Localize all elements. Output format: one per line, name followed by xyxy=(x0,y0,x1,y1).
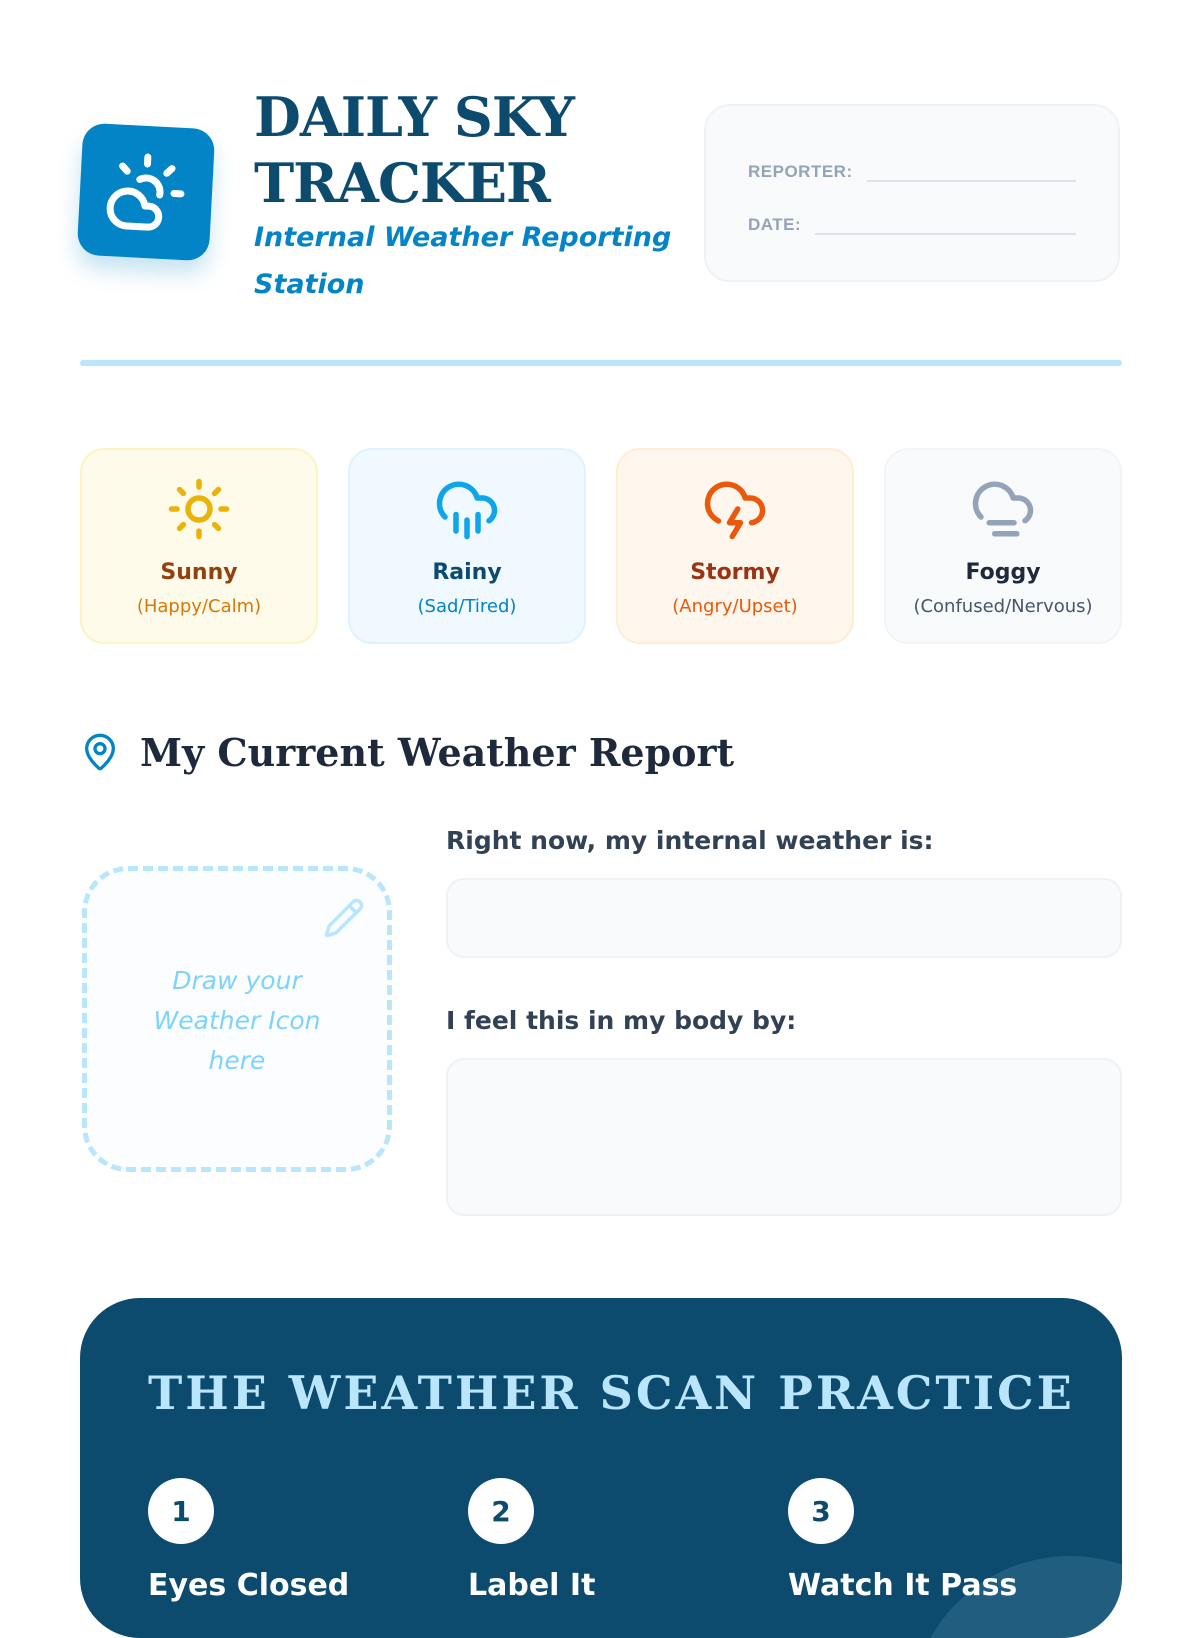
draw-weather-icon-area[interactable] xyxy=(82,866,392,1172)
report-meta-box xyxy=(704,104,1120,282)
legend-sub: (Confused/Nervous) xyxy=(913,596,1093,617)
draw-prompt: Draw your Weather Icon here xyxy=(153,966,321,1075)
legend-card-sunny xyxy=(80,448,318,644)
header-divider xyxy=(80,360,1122,366)
date-row xyxy=(748,211,1076,235)
step-label: Watch It Pass xyxy=(788,1568,1018,1603)
step-number-badge: 3 xyxy=(788,1478,854,1544)
step-number-badge: 1 xyxy=(148,1478,214,1544)
legend-sub: (Sad/Tired) xyxy=(417,596,517,617)
legend-name: Stormy xyxy=(690,560,780,585)
logo-badge xyxy=(77,123,216,262)
fog-cloud-icon xyxy=(970,476,1036,542)
section-title: My Current Weather Report xyxy=(140,730,735,775)
legend-card-stormy xyxy=(616,448,854,644)
date-field[interactable] xyxy=(815,211,1076,235)
internal-weather-field[interactable] xyxy=(446,878,1122,958)
map-pin-icon xyxy=(80,732,120,772)
weather-scan-practice-panel xyxy=(80,1298,1122,1638)
sun-cloud-icon xyxy=(102,148,190,236)
step-number-badge: 2 xyxy=(468,1478,534,1544)
legend-name: Rainy xyxy=(432,560,502,585)
legend-card-rainy xyxy=(348,448,586,644)
pencil-icon xyxy=(323,897,365,939)
legend-sub: (Happy/Calm) xyxy=(136,596,262,617)
body-feeling-field[interactable] xyxy=(446,1058,1122,1216)
reporter-row xyxy=(748,158,1076,182)
storm-cloud-icon xyxy=(702,476,768,542)
practice-title: THE WEATHER SCAN PRACTICE xyxy=(148,1366,1075,1420)
step-label: Eyes Closed xyxy=(148,1568,350,1603)
legend-card-foggy xyxy=(884,448,1122,644)
rain-cloud-icon xyxy=(434,476,500,542)
body-question-label: I feel this in my body by: xyxy=(446,1006,797,1035)
legend-sub: (Angry/Upset) xyxy=(672,596,798,617)
weather-question-label: Right now, my internal weather is: xyxy=(446,826,934,855)
reporter-field[interactable] xyxy=(867,158,1076,182)
page-subtitle: Internal Weather Reporting Station xyxy=(254,222,672,300)
step-label: Label It xyxy=(468,1568,596,1603)
date-label: DATE: xyxy=(748,215,802,234)
legend-name: Sunny xyxy=(160,560,238,585)
reporter-label: REPORTER: xyxy=(748,162,853,181)
legend-name: Foggy xyxy=(965,560,1041,585)
sun-icon xyxy=(166,476,232,542)
page-title: DAILY SKY TRACKER xyxy=(254,85,574,215)
